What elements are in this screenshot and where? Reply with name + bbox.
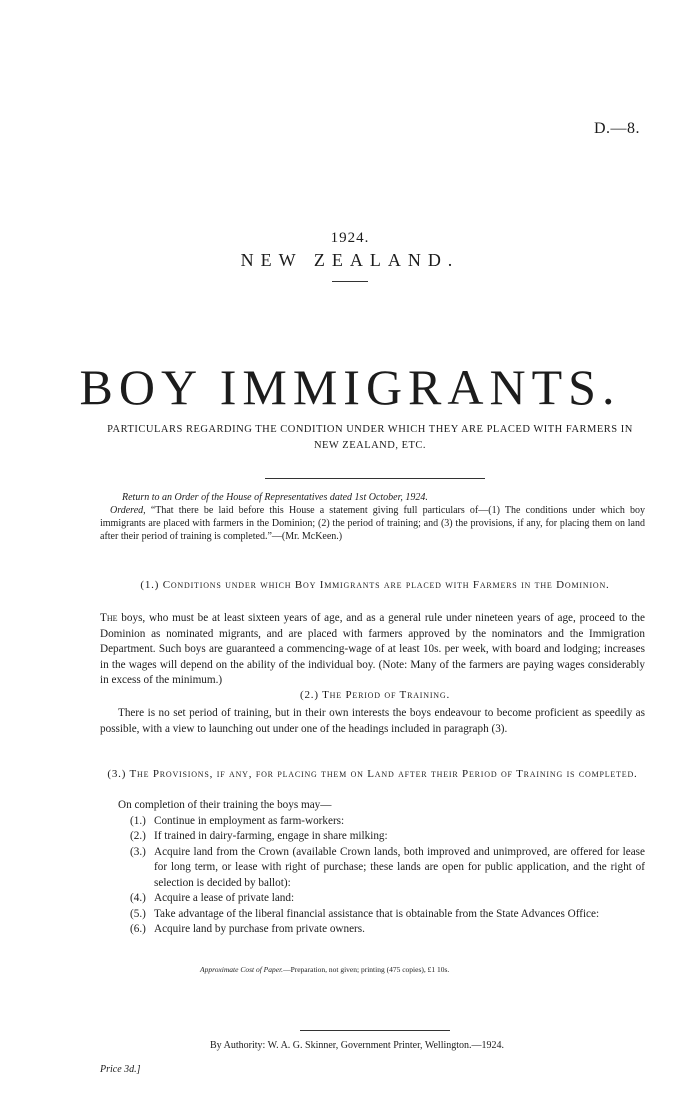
item-text: Take advantage of the liberal financial assistance that is obtainable from the State Advances Office: [154, 907, 600, 920]
options-intro: On completion of their training the boys may— [118, 799, 332, 811]
item-text: Acquire a lease of private land: [154, 892, 295, 904]
section-1-text: boys, who must be at least sixteen years of age, and as a general rule under nineteen years of age, proceed to the Dominion as nominated migrants, and are placed with farmers approved by the nominators and the Immigration Department. Such boys are guaranteed a commencing-wage of at least 10s. per week, with board and lodging; increases in the wages will depend on the ability of the individual boy. (Note: Many of the farmers are paying wages considerably in excess of the minimum.) [100, 612, 645, 686]
divider [300, 1030, 450, 1031]
ordered-paragraph [100, 504, 645, 543]
cost-label: Approximate Cost of Paper. [200, 965, 284, 974]
item-number: (2.) [130, 830, 146, 842]
section-2-text: There is no set period of training, but in their own interests the boys endeavour to become proficient as speedily as possible, with a view to launching out under one of the headings included in paragraph (3). [100, 707, 645, 735]
divider [265, 478, 485, 479]
price: Price 3d.] [100, 1064, 141, 1075]
cost-text: —Preparation, not given; printing (475 copies), £1 10s. [283, 965, 450, 974]
document-subtitle: PARTICULARS REGARDING THE CONDITION UNDER WHICH THEY ARE PLACED WITH FARMERS IN NEW ZEALAND, ETC. [107, 424, 633, 451]
section-2-heading: (2.) The Period of Training. [300, 689, 450, 701]
ordered-text: “That there be laid before this House a statement giving full particulars of—(1) The conditions under which boy immigrants are placed with farmers in the Dominion; (2) the period of training; and (3) the provisions, if any, for placing them on land after their period of training is completed.”—(Mr. McKeen.) [100, 505, 645, 542]
parliamentary-order [100, 491, 645, 543]
printer-authority: By Authority: W. A. G. Skinner, Government Printer, Wellington.—1924. [210, 1040, 505, 1051]
item-number: (5.) [130, 907, 146, 920]
item-number: (1.) [130, 814, 146, 827]
item-text: Continue in employment as farm-workers: [154, 814, 345, 827]
cost-note [200, 965, 600, 974]
list-item [118, 845, 645, 892]
list-item [118, 829, 645, 845]
document-code: D.—8. [593, 120, 640, 137]
options-list [118, 798, 645, 938]
item-text: Acquire land from the Crown (available Crown lands, both improved and unimproved, are offered for lease for long term, or lease with right of purchase; these lands are open for public application, and the right of selection is decided by ballot): [154, 845, 645, 889]
divider [332, 281, 368, 282]
ordered-label: Ordered, [110, 505, 146, 516]
section-1-heading: (1.) Conditions under which Boy Immigrants are placed with Farmers in the Dominion. [140, 579, 610, 591]
return-line: Return to an Order of the House of Representatives dated 1st October, 1924. [122, 492, 428, 503]
section-3-heading: (3.) The Provisions, if any, for placing them on Land after their Period of Training is completed. [107, 768, 638, 780]
item-number: (4.) [130, 892, 146, 904]
document-title: BOY IMMIGRANTS. [79, 359, 621, 415]
country-heading: NEW ZEALAND. [240, 250, 460, 270]
list-item [118, 891, 645, 907]
section-1-body [100, 611, 645, 689]
section-1-lead: The [100, 612, 118, 624]
list-item [118, 907, 645, 923]
item-number: (3.) [130, 845, 146, 858]
item-number: (6.) [130, 923, 146, 935]
year: 1924. [330, 230, 370, 246]
item-text: If trained in dairy-farming, engage in share milking: [154, 830, 388, 842]
list-item [118, 922, 645, 938]
item-text: Acquire land by purchase from private owners. [154, 923, 365, 935]
list-item [118, 814, 645, 830]
section-2-body [100, 706, 645, 737]
